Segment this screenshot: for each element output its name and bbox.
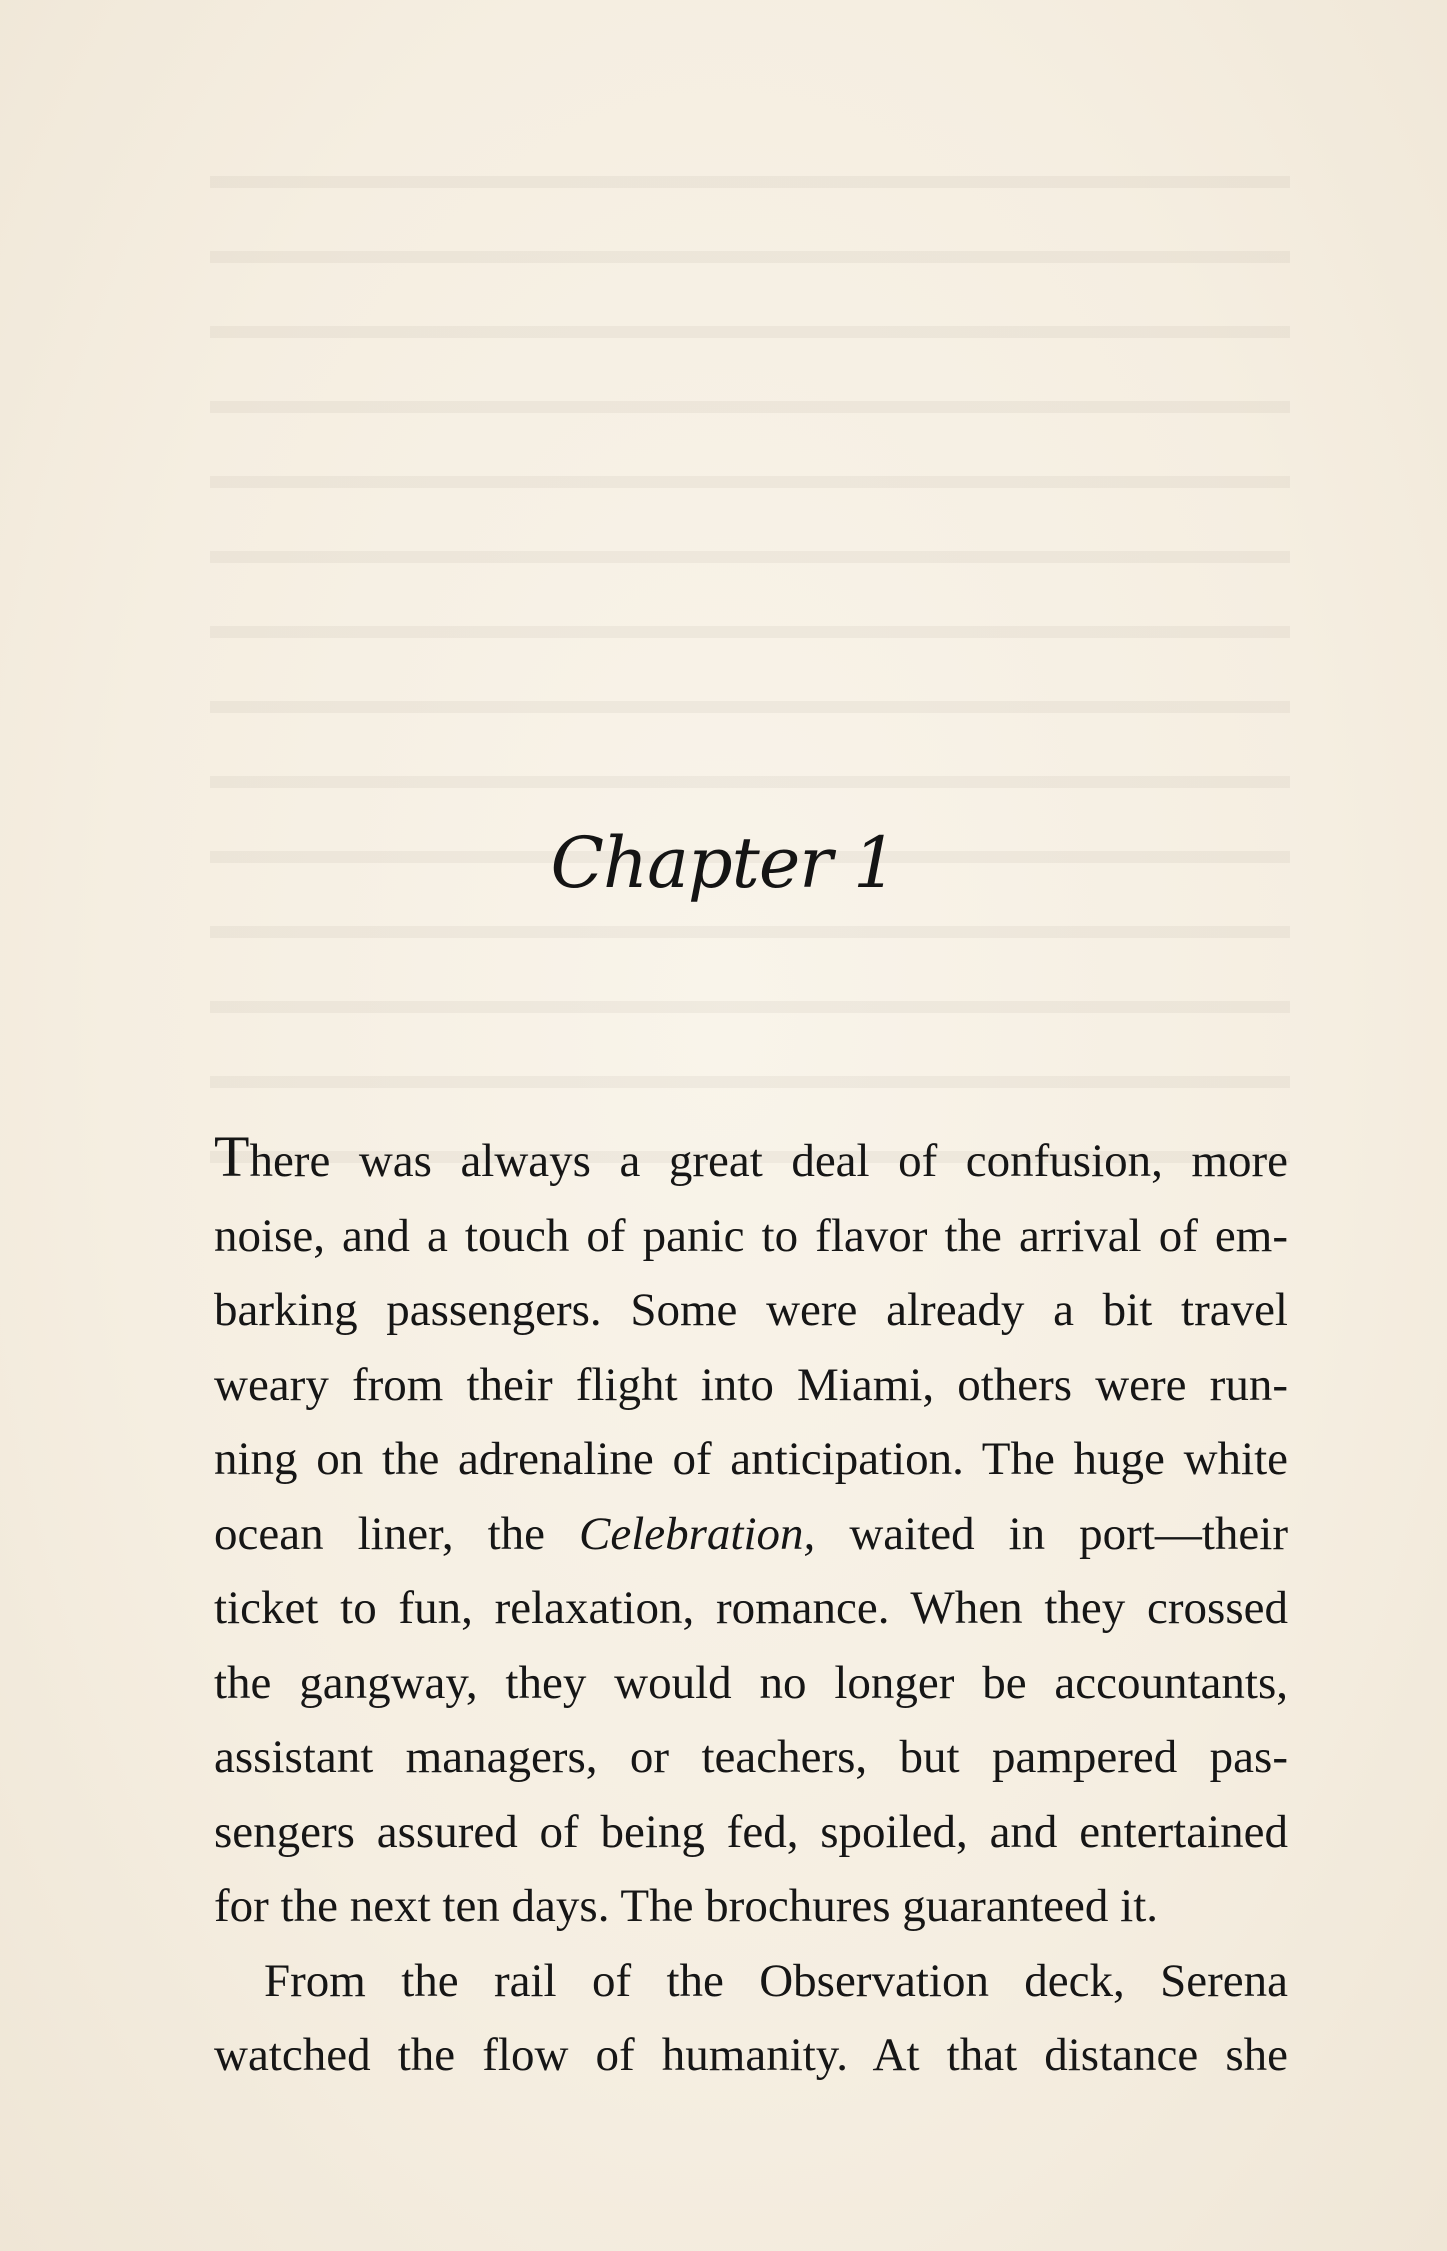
show-through-text (210, 130, 1290, 1180)
text-line: weary from their flight into Miami, others were run- (214, 1358, 1288, 1411)
text-line (214, 1497, 1288, 1572)
paragraph-2 (214, 1944, 1288, 2093)
text-line: noise, and a touch of panic to flavor the arrival of em- (214, 1209, 1288, 1262)
text-line: From the rail of the Observation deck, Serena (264, 1954, 1288, 2007)
text-line: sengers assured of being fed, spoiled, and entertained (214, 1805, 1288, 1858)
chapter-title: Chapter 1 (550, 822, 897, 904)
drop-cap: T (214, 1124, 250, 1189)
line-text: waited in port—their (815, 1507, 1288, 1560)
ship-name: Celebration, (579, 1507, 816, 1560)
text-line: the gangway, they would no longer be accountants, (214, 1656, 1288, 1709)
line-text: ocean liner, the (214, 1507, 580, 1560)
text-line: watched the flow of humanity. At that distance she (214, 2029, 1288, 2081)
text-line: for the next ten days. The brochures guaranteed it. (214, 1880, 1159, 1932)
text-line: ning on the adrenaline of anticipation. The huge white (214, 1433, 1288, 1485)
text-line (214, 1120, 1288, 1199)
text-line: assistant managers, or teachers, but pampered pas- (214, 1731, 1288, 1783)
paragraph-1 (214, 1120, 1288, 1944)
body-text (214, 1120, 1288, 2093)
text-line: barking passengers. Some were already a bit travel (214, 1284, 1288, 1336)
line-text: here was always a great deal of confusion, more (249, 1135, 1288, 1187)
text-line: ticket to fun, relaxation, romance. When they crossed (214, 1582, 1288, 1634)
